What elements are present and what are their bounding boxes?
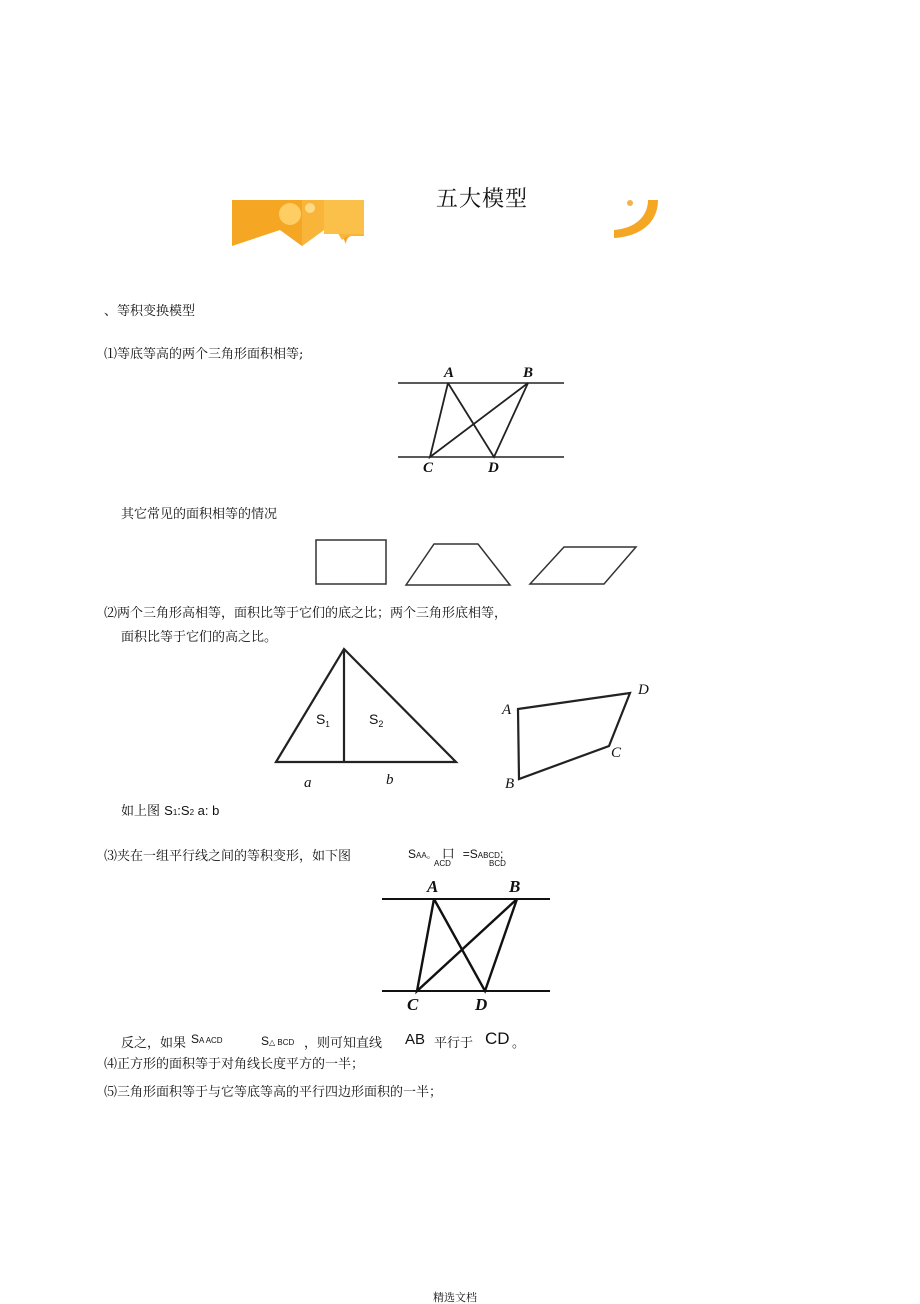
converse-s-acd: SA ACD — [191, 1032, 223, 1046]
item-4-text: ⑷正方形的面积等于对角线长度平方的一半； — [104, 1057, 365, 1072]
converse-cd: CD — [485, 1029, 510, 1048]
item-3-formula-sub-acd: ACD — [434, 859, 451, 868]
section-heading: 、等积变换模型 — [104, 304, 196, 319]
fig2-label-a: a — [304, 775, 312, 791]
figure-quadrilateral — [516, 690, 634, 782]
converse-mid: ，则可知直线 — [304, 1036, 383, 1051]
fig1-label-d: D — [488, 460, 499, 476]
item-3-text: ⑶夹在一组平行线之间的等积变形，如下图 — [104, 849, 352, 864]
fig1-label-b: B — [523, 365, 534, 381]
converse-ab: AB — [405, 1031, 426, 1048]
ratio-statement: 如上图 S1:S2 a: b — [121, 803, 220, 819]
fig3-label-a: A — [502, 702, 512, 718]
fig2-label-b: b — [386, 772, 394, 788]
fig2-s2: $S_2$ — [369, 711, 384, 729]
converse-parallel: 平行于 — [434, 1036, 474, 1051]
fig1-label-c: C — [423, 460, 434, 476]
item-2-line-2: 面积比等于它们的高之比。 — [121, 630, 278, 645]
fig3-label-b: B — [505, 776, 515, 792]
page-footer: 精选文档 — [433, 1291, 477, 1304]
shapes-row — [314, 538, 642, 588]
page-title: 五大模型 — [436, 187, 529, 212]
header-banner-left — [232, 200, 364, 252]
converse-prefix: 反之，如果 — [121, 1036, 187, 1051]
header-banner-right — [614, 200, 660, 240]
fig3-label-d: D — [638, 682, 649, 698]
fig4-label-c: C — [407, 995, 419, 1014]
item-1-text: ⑴等底等高的两个三角形面积相等; — [104, 347, 304, 362]
item-2-line-1: ⑵两个三角形高相等，面积比等于它们的底之比；两个三角形底相等， — [104, 606, 508, 621]
converse-end: 。 — [512, 1036, 526, 1051]
figure-parallel-triangles-2 — [382, 886, 552, 998]
fig4-label-b: B — [509, 877, 521, 896]
fig4-label-d: D — [475, 995, 488, 1014]
other-cases-text: 其它常见的面积相等的情况 — [121, 507, 278, 522]
fig1-label-a: A — [444, 365, 455, 381]
fig2-s1: $S_1$ — [316, 711, 330, 729]
item-3-formula-sub-bcd: BCD — [489, 859, 506, 868]
fig4-label-a: A — [427, 877, 439, 896]
item-3-formula: SAA。 口 =SABCD; — [408, 846, 504, 861]
fig3-label-c: C — [611, 745, 622, 761]
item-5-text: ⑸三角形面积等于与它等底等高的平行四边形面积的一半； — [104, 1085, 443, 1100]
figure-triangle-split — [274, 646, 460, 764]
converse-s-bcd: S△ BCD — [261, 1034, 295, 1048]
